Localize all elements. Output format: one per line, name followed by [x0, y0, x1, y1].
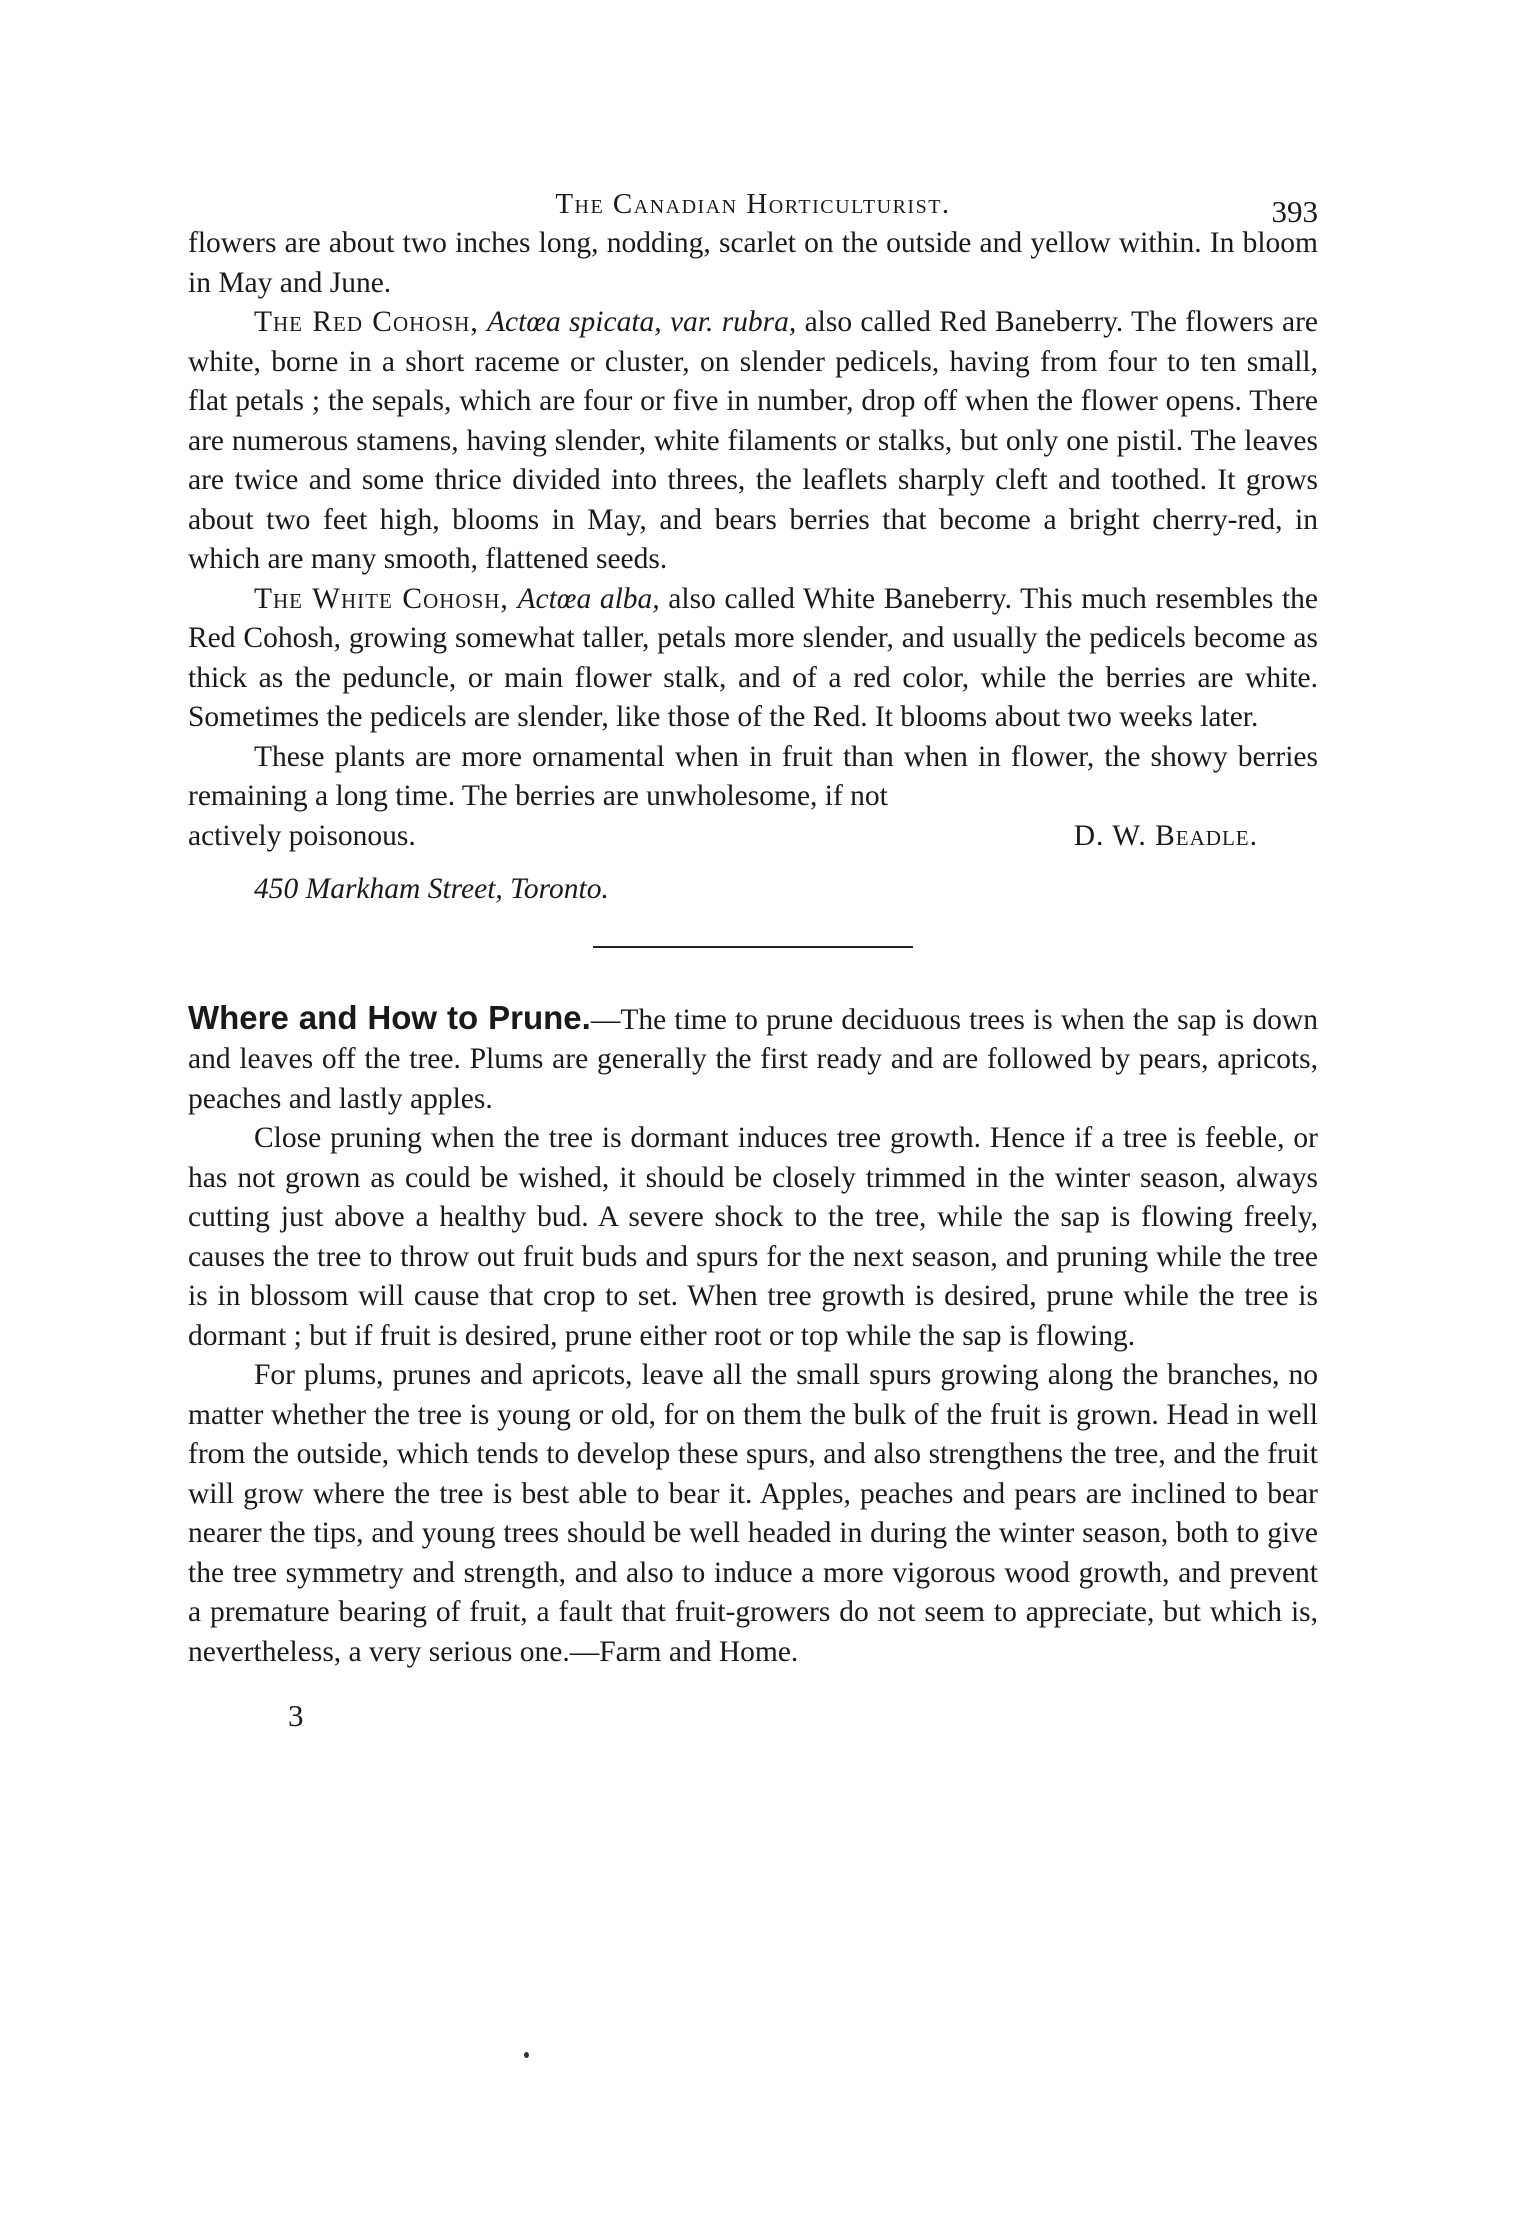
prune-article: [188, 998, 1318, 1673]
white-cohosh-text: also called White Baneberry. This much resembles the Red Cohosh, growing somewhat taller, petals more slender, and usually the pedicels become as thick as the peduncle, or main flower stalk, and of a red color, while the berries are white. Sometimes the pedicels are slender, like those of the Red. It blooms about two weeks later.: [188, 582, 1319, 733]
author-address: 450 Markham Street, Toronto.: [254, 873, 609, 905]
prune-paragraph-1-text: —The time to prune deciduous trees is when the sap is down and leaves off the tree. Plums are generally the first ready and are followed by pears, apricots, peaches and lastly apples.: [188, 1003, 1318, 1115]
page-number: 393: [1271, 194, 1318, 229]
red-cohosh-paragraph: [188, 303, 1318, 580]
author-signature: D. W. Beadle.: [1073, 819, 1258, 852]
cohosh-article: [188, 224, 1318, 910]
red-cohosh-name: The Red Cohosh,: [254, 306, 479, 338]
ornamental-paragraph-end: actively poisonous.: [188, 819, 416, 852]
white-cohosh-latin: Actœa alba,: [517, 582, 660, 615]
section-divider: [593, 946, 913, 948]
signature-mark: 3: [288, 1698, 304, 1733]
red-cohosh-text: also called Red Baneberry. The flowers are white, borne in a short raceme or cluster, on slender pedicels, having from four to ten small, flat petals ; the sepals, which are four or five in number, drop off when the flower opens. There are numerous stamens, having slender, white filaments or stalks, but only one pistil. The leaves are twice and some thrice divided into threes, the leaflets sharply cleft and toothed. It grows about two feet high, blooms in May, and bears berries that become a bright cherry-red, in which are many smooth, flattened seeds.: [188, 306, 1319, 575]
ink-speck: [524, 2052, 529, 2058]
prune-heading: Where and How to Prune.: [188, 998, 591, 1036]
running-title: The Canadian Horticulturist.: [555, 188, 951, 220]
red-cohosh-latin: Actœa spicata, var. rubra,: [487, 306, 797, 338]
cohosh-paragraph-1: flowers are about two inches long, nodding, scarlet on the outside and yellow within. In bloom in May and June.: [188, 227, 1318, 299]
white-cohosh-name: The White Cohosh,: [254, 582, 509, 615]
prune-paragraph-2: Close pruning when the tree is dormant induces tree growth. Hence if a tree is feeble, or has not grown as could be wished, it should be closely trimmed in the winter season, always cutting just above a healthy bud. A severe shock to the tree, while the sap is flowing freely, causes the tree to throw out fruit buds and spurs for the next season, and pruning while the tree is in blossom will cause that crop to set. When tree growth is desired, prune while the tree is dormant ; but if fruit is desired, prune either root or top while the sap is flowing.: [188, 1122, 1318, 1352]
ornamental-paragraph: These plants are more ornamental when in fruit than when in flower, the showy berries remaining a long time. The berries are unwholesome, if not: [188, 740, 1318, 812]
signature-line: [188, 817, 1318, 857]
white-cohosh-paragraph: [188, 580, 1318, 738]
running-header: [188, 180, 1318, 229]
prune-paragraph-3: For plums, prunes and apricots, leave all the small spurs growing along the branches, no matter whether the tree is young or old, for on them the bulk of the fruit is grown. Head in well from the outside, which tends to develop these spurs, and also strengthens the tree, and the fruit will grow where the tree is best able to bear it. Apples, peaches and pears are inclined to bear nearer the tips, and young trees should be well headed in during the winter season, both to give the tree symmetry and strength, and also to induce a more vigorous wood growth, and prevent a premature bearing of fruit, a fault that fruit-growers do not seem to appreciate, but which is, nevertheless, a very serious one.—Farm and Home.: [188, 1359, 1318, 1668]
prune-paragraph-1: [188, 998, 1318, 1120]
book-page: [188, 180, 1318, 1734]
